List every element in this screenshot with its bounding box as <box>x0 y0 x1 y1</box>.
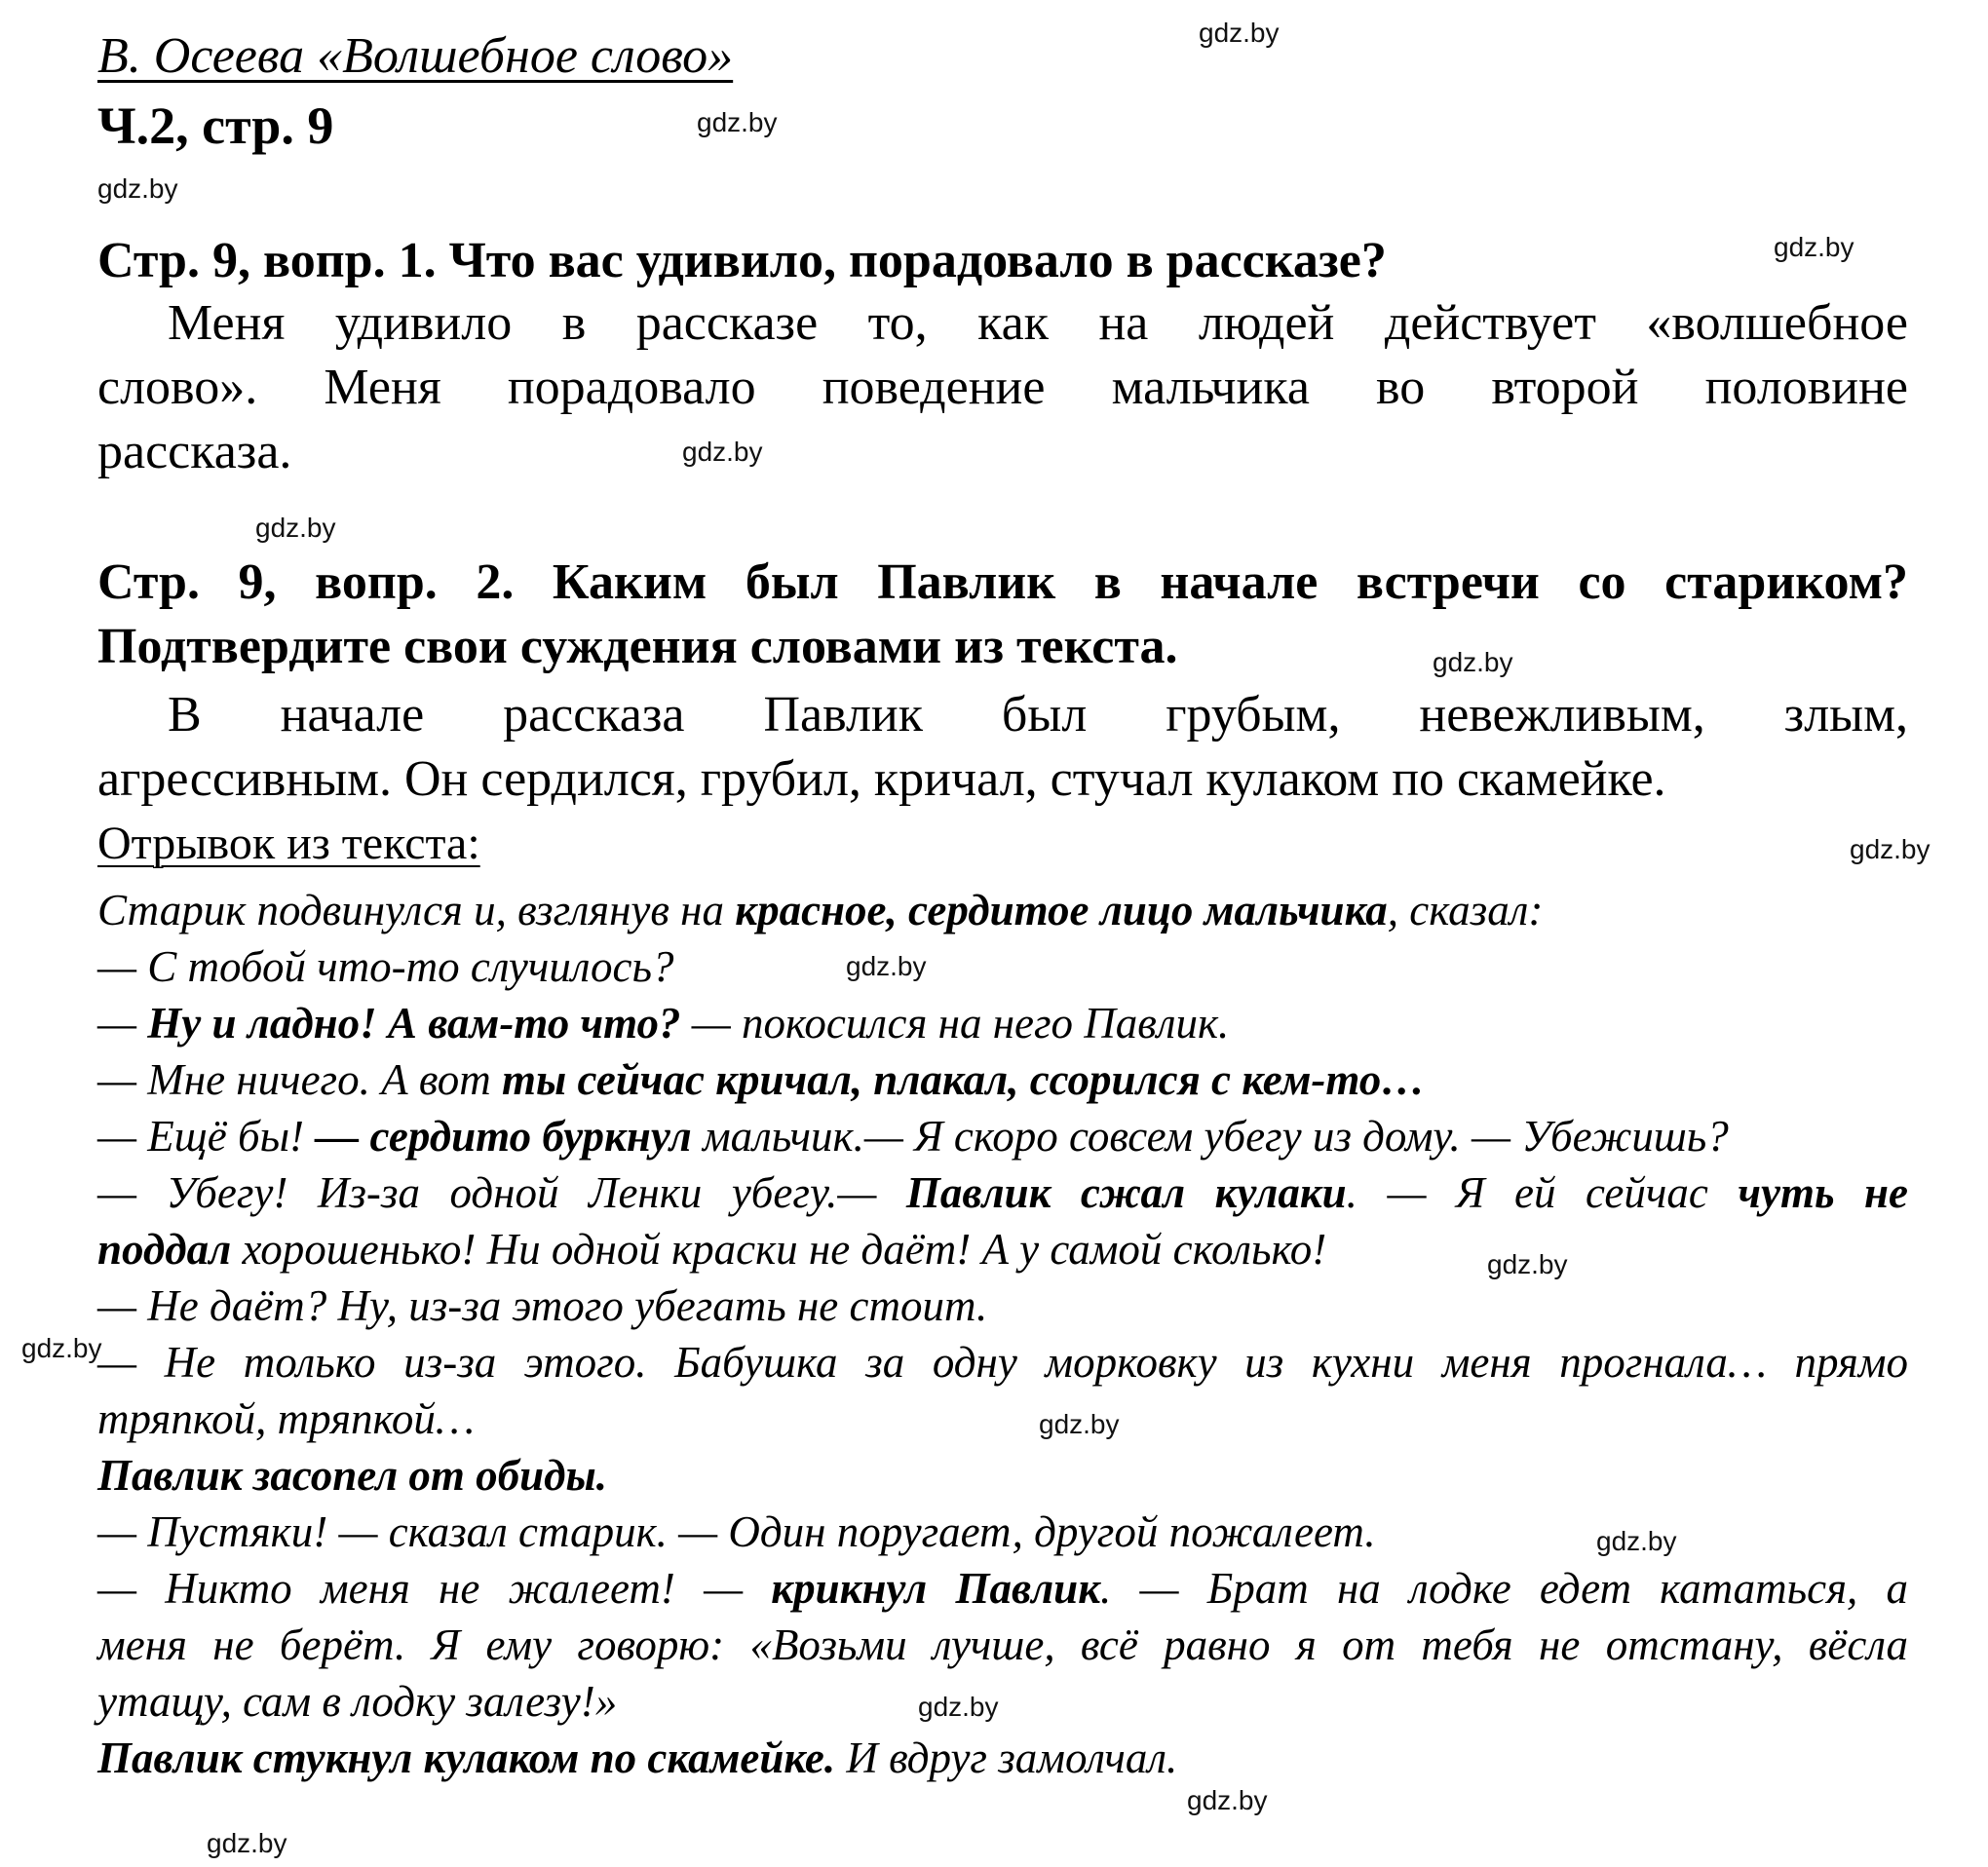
question-1: Стр. 9, вопр. 1. Что вас удивило, порадовало в рассказе? <box>97 233 1387 288</box>
answer-1-line-3: рассказа. <box>97 424 292 479</box>
watermark: gdz.by <box>255 513 336 543</box>
excerpt-line: — С тобой что-то случилось? <box>97 942 674 991</box>
excerpt-line: — Ещё бы! — сердито буркнул мальчик.— Я скоро совсем убегу из дому. — Убежишь? <box>97 1112 1729 1161</box>
watermark: gdz.by <box>1039 1409 1120 1439</box>
answer-2-line-2: агрессивным. Он сердился, грубил, кричал, стучал кулаком по скамейке. <box>97 751 1666 807</box>
question-2-line-1: Стр. 9, вопр. 2. Каким был Павлик в начале встречи со стариком? <box>97 554 1908 610</box>
watermark: gdz.by <box>1433 647 1513 677</box>
page-subtitle: Ч.2, стр. 9 <box>97 96 334 155</box>
watermark: gdz.by <box>1596 1526 1677 1556</box>
watermark: gdz.by <box>1850 834 1931 864</box>
watermark: gdz.by <box>697 107 778 137</box>
watermark: gdz.by <box>97 173 178 204</box>
excerpt-line: Павлик стукнул кулаком по скамейке. И вдруг замолчал. <box>97 1734 1178 1782</box>
watermark: gdz.by <box>1199 18 1280 48</box>
page-title: В. Осеева «Волшебное слово» <box>97 28 734 84</box>
watermark: gdz.by <box>21 1333 102 1363</box>
watermark: gdz.by <box>1774 232 1854 262</box>
excerpt-line: — Убегу! Из-за одной Ленки убегу.— Павлик сжал кулаки. — Я ей сейчас чуть не <box>97 1168 1909 1217</box>
excerpt-line: — Пустяки! — сказал старик. — Один поругает, другой пожалеет. <box>97 1507 1376 1556</box>
excerpt-line: утащу, сам в лодку залезу!» <box>97 1677 618 1726</box>
watermark: gdz.by <box>682 437 763 467</box>
excerpt-line: меня не берёт. Я ему говорю: «Возьми лучше, всё равно я от тебя не отстану, вёсла <box>97 1620 1908 1669</box>
excerpt-line: Старик подвинулся и, взглянув на красное, сердитое лицо мальчика, сказал: <box>97 886 1544 934</box>
watermark: gdz.by <box>1187 1785 1268 1815</box>
excerpt-line: — Ну и ладно! А вам-то что? — покосился на него Павлик. <box>97 999 1230 1048</box>
answer-1-line-2: слово». Меня порадовало поведение мальчика во второй половине <box>97 360 1908 415</box>
watermark: gdz.by <box>918 1692 999 1722</box>
excerpt-line: тряпкой, тряпкой… <box>97 1394 475 1443</box>
excerpt-line: — Мне ничего. А вот ты сейчас кричал, плакал, ссорился с кем-то… <box>97 1055 1426 1104</box>
answer-2-line-1: В начале рассказа Павлик был грубым, невежливым, злым, <box>168 687 1908 743</box>
excerpt-line: — Не только из-за этого. Бабушка за одну морковку из кухни меня прогнала… прямо <box>97 1338 1908 1387</box>
excerpt-line: поддал хорошенько! Ни одной краски не даёт! А у самой сколько! <box>97 1225 1327 1274</box>
excerpt-line: — Не даёт? Ну, из-за этого убегать не стоит. <box>97 1281 988 1330</box>
question-2-line-2: Подтвердите свои суждения словами из текста. <box>97 619 1178 674</box>
excerpt-line: — Никто меня не жалеет! — крикнул Павлик. — Брат на лодке едет кататься, а <box>97 1564 1908 1613</box>
watermark: gdz.by <box>846 951 927 981</box>
excerpt-label: Отрывок из текста: <box>97 818 480 869</box>
watermark: gdz.by <box>1487 1249 1568 1279</box>
excerpt-line: Павлик засопел от обиды. <box>97 1451 607 1500</box>
answer-1-line-1: Меня удивило в рассказе то, как на людей действует «волшебное <box>168 295 1908 351</box>
watermark: gdz.by <box>207 1828 287 1858</box>
